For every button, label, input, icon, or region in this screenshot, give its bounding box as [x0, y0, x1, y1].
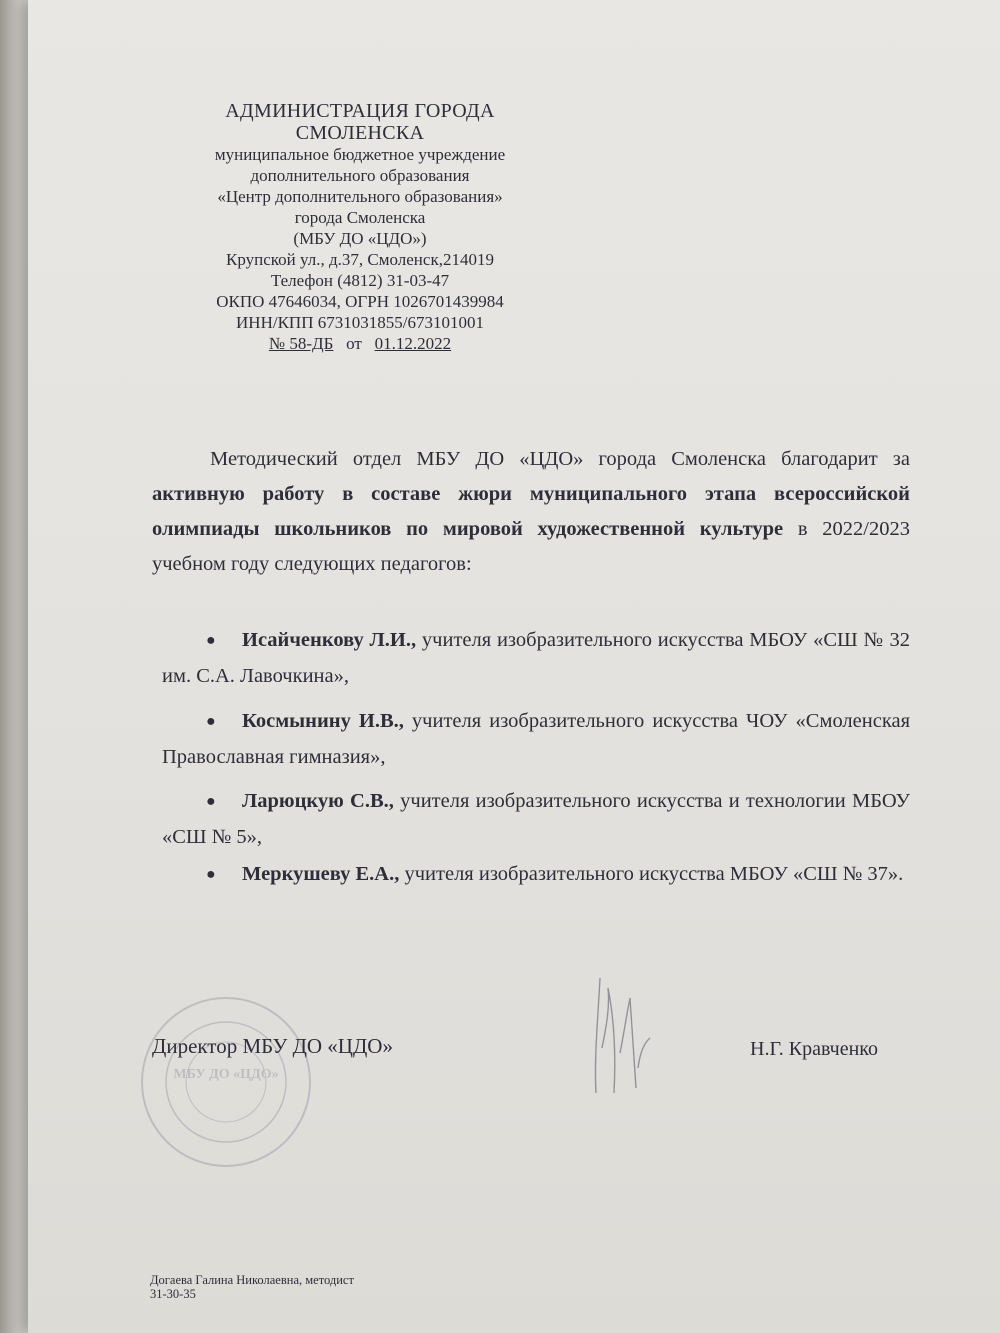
footer-author: Догаева Галина Николаевна, методист [150, 1273, 354, 1287]
handwritten-signature [580, 958, 660, 1098]
bullet-4: ● [206, 866, 216, 883]
letterhead-line-7: (МБУ ДО «ЦДО») [293, 229, 427, 248]
bullet-2: ● [206, 713, 216, 730]
list-item-text: учителя изобразительного искусства МБОУ «СШ № 32 им. С.А. Лавочкина», [162, 629, 910, 687]
letterhead-line-5: «Центр дополнительного образования» [217, 187, 503, 206]
footer [150, 1273, 354, 1301]
document-number: № 58-ДБ [268, 334, 334, 353]
letterhead-okpo: ОКПО 47646034, ОГРН 1026701439984 [216, 292, 504, 311]
list-item-name: Меркушеву Е.А., [242, 863, 400, 885]
list-item-text: учителя изобразительного искусства МБОУ «СШ № 37». [399, 863, 904, 885]
intro-text-1: Методический отдел МБУ ДО «ЦДО» города Смоленска благодарит за [210, 448, 910, 470]
signatory-position: Директор МБУ ДО «ЦДО» [152, 1034, 393, 1058]
list-item-name: Космынину И.В., [242, 710, 404, 732]
letterhead [130, 100, 590, 354]
document-date: 01.12.2022 [374, 334, 452, 353]
letterhead-line-4: дополнительного образования [250, 166, 470, 185]
stamp-text: МБУ ДО «ЦДО» [173, 1067, 279, 1082]
letterhead-phone: Телефон (4812) 31-03-47 [270, 271, 450, 290]
bullet-3: ● [206, 793, 216, 810]
letterhead-org-line-1: АДМИНИСТРАЦИЯ ГОРОДА [225, 100, 495, 122]
list-item [162, 622, 910, 694]
letterhead-address: Крупской ул., д.37, Смоленск,214019 [226, 250, 494, 269]
list-item [162, 856, 910, 892]
list-item-text: учителя изобразительного искусства ЧОУ «Смоленская Православная гимназия», [162, 710, 910, 768]
intro-bold-text: активную работу в составе жюри муниципального этапа всероссийской олимпиады школьников по мировой художественной культуре [152, 483, 910, 540]
document-reference [130, 333, 590, 354]
signatory-name: Н.Г. Кравченко [750, 1038, 878, 1060]
footer-phone: 31-30-35 [150, 1287, 196, 1301]
document-from: от [346, 334, 362, 353]
official-stamp [136, 992, 316, 1172]
letterhead-org-line-2: СМОЛЕНСКА [295, 122, 425, 144]
list-item-text: учителя изобразительного искусства и технологии МБОУ «СШ № 5», [162, 790, 910, 848]
intro-paragraph [152, 442, 910, 582]
list-item-name: Исайченкову Л.И., [242, 629, 417, 651]
list-item-name: Ларюцкую С.В., [242, 790, 394, 812]
list-item [162, 783, 910, 855]
intro-text-2: в 2022/2023 учебном году следующих педагогов: [152, 518, 910, 575]
bullet-1: ● [206, 632, 216, 649]
letterhead-line-6: города Смоленска [294, 208, 426, 227]
letterhead-inn: ИНН/КПП 6731031855/673101001 [236, 313, 484, 332]
letterhead-line-3: муниципальное бюджетное учреждение [214, 145, 506, 164]
list-item [162, 703, 910, 775]
